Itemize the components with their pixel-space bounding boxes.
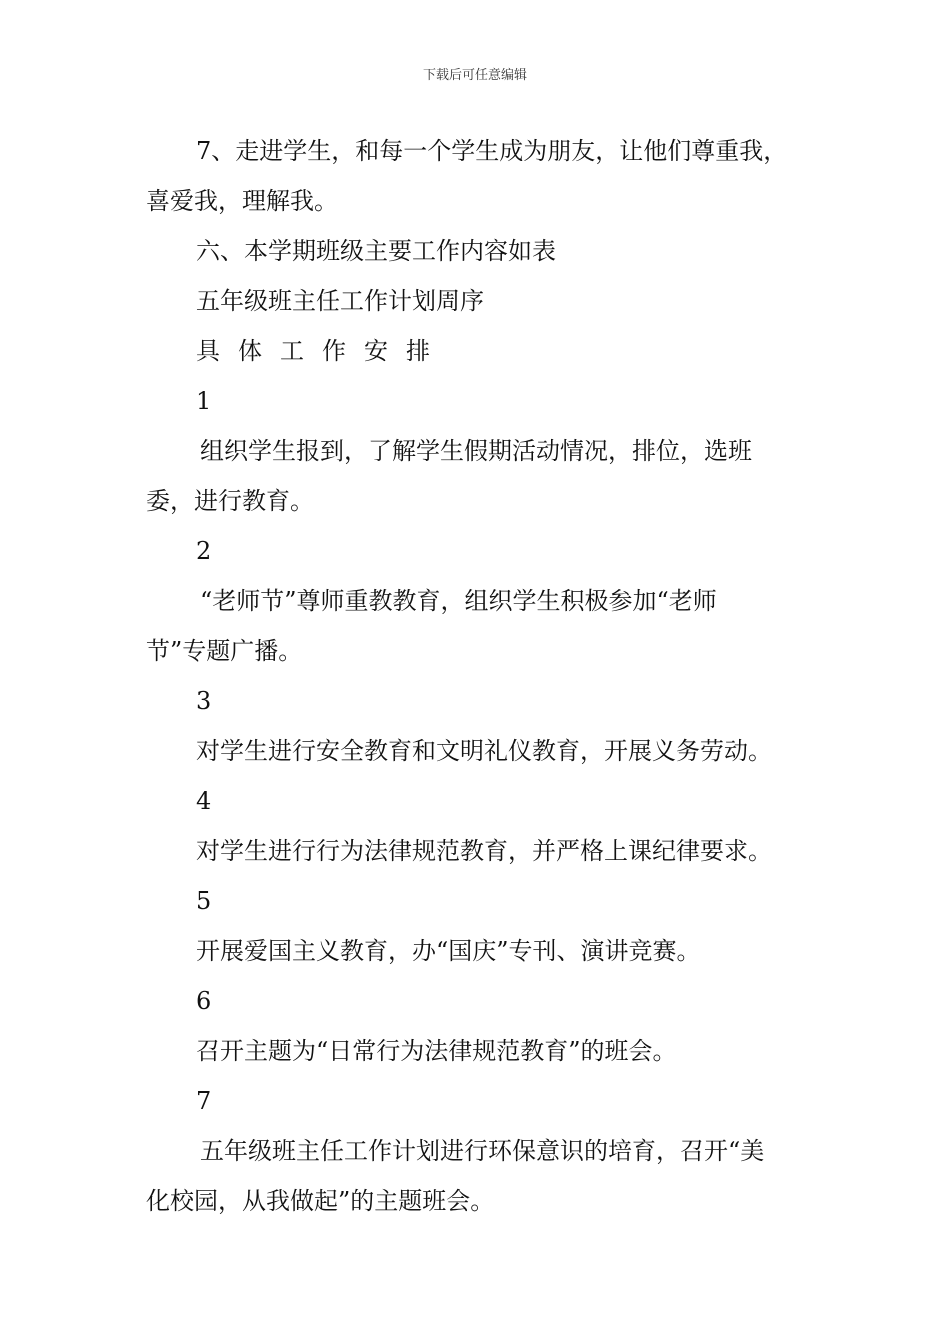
week-number: 2 — [196, 537, 212, 565]
page-header: 下载后可任意编辑 — [422, 68, 527, 83]
paragraph-line: 五年级班主任工作计划进行环保意识的培育，召开“美 — [200, 1137, 765, 1165]
paragraph-line: “老师节”尊师重教教育，组织学生积极参加“老师 — [200, 587, 717, 615]
week-number: 5 — [196, 887, 212, 915]
week-number: 3 — [196, 687, 212, 715]
table-title: 五年级班主任工作计划周序 — [196, 287, 484, 315]
paragraph-line: 节”专题广播。 — [146, 637, 303, 665]
paragraph-line: 组织学生报到，了解学生假期活动情况，排位，选班 — [200, 437, 752, 465]
paragraph-line: 委，进行教育。 — [146, 487, 314, 515]
week-number: 4 — [196, 787, 212, 815]
paragraph-line: 对学生进行行为法律规范教育，并严格上课纪律要求。 — [196, 837, 772, 865]
table-header: 具体工作安排 — [196, 337, 448, 365]
paragraph-line: 召开主题为“日常行为法律规范教育”的班会。 — [196, 1037, 677, 1065]
paragraph-line: 化校园，从我做起”的主题班会。 — [146, 1187, 495, 1215]
paragraph-line: 喜爱我，理解我。 — [146, 187, 338, 215]
paragraph-line: 开展爱国主义教育，办“国庆”专刊、演讲竞赛。 — [196, 937, 701, 965]
week-number: 6 — [196, 987, 212, 1015]
section-heading: 六、本学期班级主要工作内容如表 — [196, 237, 556, 265]
week-number: 7 — [196, 1087, 212, 1115]
paragraph-line: 对学生进行安全教育和文明礼仪教育，开展义务劳动。 — [196, 737, 772, 765]
week-number: 1 — [196, 387, 212, 415]
paragraph-line: 7、走进学生，和每一个学生成为朋友，让他们尊重我， — [196, 137, 788, 165]
